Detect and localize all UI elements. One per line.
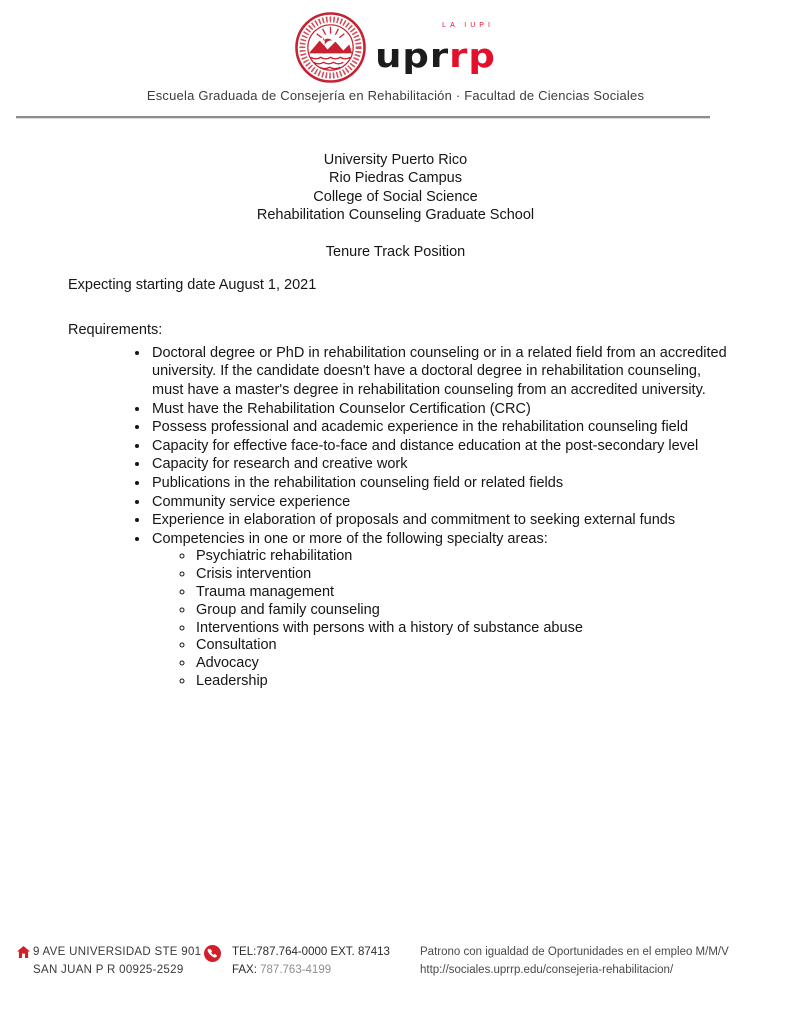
specialty-area-item: ◦ Leadership <box>195 673 734 691</box>
fax-label: FAX: <box>232 964 257 976</box>
requirement-item-label: Competencies in one or more of the following specialty areas: <box>152 530 548 547</box>
requirement-item: • Possess professional and academic experience in the rehabilitation counseling field <box>150 418 734 437</box>
wordmark-tagline: LA IUPI <box>442 22 494 29</box>
requirement-item: • Must have the Rehabilitation Counselor Certification (CRC) <box>150 400 734 419</box>
requirement-item: • Doctoral degree or PhD in rehabilitation counseling or in a related field from an accredited university. If the candidate doesn't have a doctoral degree in rehabilitation counseling, must have a master's degree in rehabilitation counseling from an accredited university. <box>150 344 734 400</box>
specialty-area-item: ◦ Crisis intervention <box>195 566 734 584</box>
specialty-area-item: ◦ Consultation <box>195 637 734 655</box>
website-url: http://sociales.uprrp.edu/consejeria-rehabilitacion/ <box>420 964 674 976</box>
title-block <box>0 151 791 225</box>
title-line-school: Rehabilitation Counseling Graduate School <box>256 207 535 224</box>
position-title: Tenure Track Position <box>325 243 466 260</box>
equal-opportunity-line: Patrono con igualdad de Oportunidades en el empleo M/M/V <box>420 946 729 958</box>
school-name-line: Escuela Graduada de Consejería en Rehabilitación · Facultad de Ciencias Sociales <box>146 88 645 103</box>
start-date-line: Expecting starting date August 1, 2021 <box>68 277 317 294</box>
fax-line <box>232 961 390 979</box>
requirements-label: Requirements: <box>68 322 163 339</box>
requirement-item: • Community service experience <box>150 493 734 512</box>
requirements-list <box>0 344 740 691</box>
telephone-line: TEL:787.764-0000 EXT. 87413 <box>232 946 390 958</box>
house-icon <box>17 946 30 958</box>
address-line-1: 9 AVE UNIVERSIDAD STE 901 <box>33 946 202 958</box>
wordmark-upr: upr <box>375 36 450 75</box>
footer-legal <box>420 943 729 979</box>
document-content <box>0 151 791 691</box>
specialty-areas-list <box>152 548 734 690</box>
requirement-item: • Capacity for effective face-to-face and distance education at the post-secondary level <box>150 437 734 456</box>
requirement-item: • Publications in the rehabilitation counseling field or related fields <box>150 474 734 493</box>
requirement-item: • Experience in elaboration of proposals and commitment to seeking external funds <box>150 511 734 530</box>
wordmark-rp: rp <box>449 36 496 75</box>
requirement-item <box>150 530 734 691</box>
specialty-area-item: ◦ Advocacy <box>195 655 734 673</box>
requirement-item: • Capacity for research and creative work <box>150 455 734 474</box>
title-line-campus: Rio Piedras Campus <box>329 170 462 187</box>
title-line-college: College of Social Science <box>313 188 478 205</box>
footer-phone <box>232 943 390 979</box>
title-line-university: University Puerto Rico <box>323 152 468 168</box>
specialty-area-item: ◦ Group and family counseling <box>195 602 734 620</box>
specialty-area-item: ◦ Psychiatric rehabilitation <box>195 548 734 566</box>
specialty-area-item: ◦ Interventions with persons with a history of substance abuse <box>195 620 734 638</box>
uprrp-wordmark <box>375 21 496 73</box>
footer-address <box>33 943 201 979</box>
specialty-area-item: ◦ Trauma management <box>195 584 734 602</box>
letterhead-logo <box>0 0 791 83</box>
fax-number: 787.763-4199 <box>260 964 332 976</box>
header-divider <box>16 116 710 119</box>
phone-icon <box>204 945 221 962</box>
upr-seal-icon <box>295 12 366 83</box>
address-line-2: SAN JUAN P R 00925-2529 <box>33 964 184 976</box>
